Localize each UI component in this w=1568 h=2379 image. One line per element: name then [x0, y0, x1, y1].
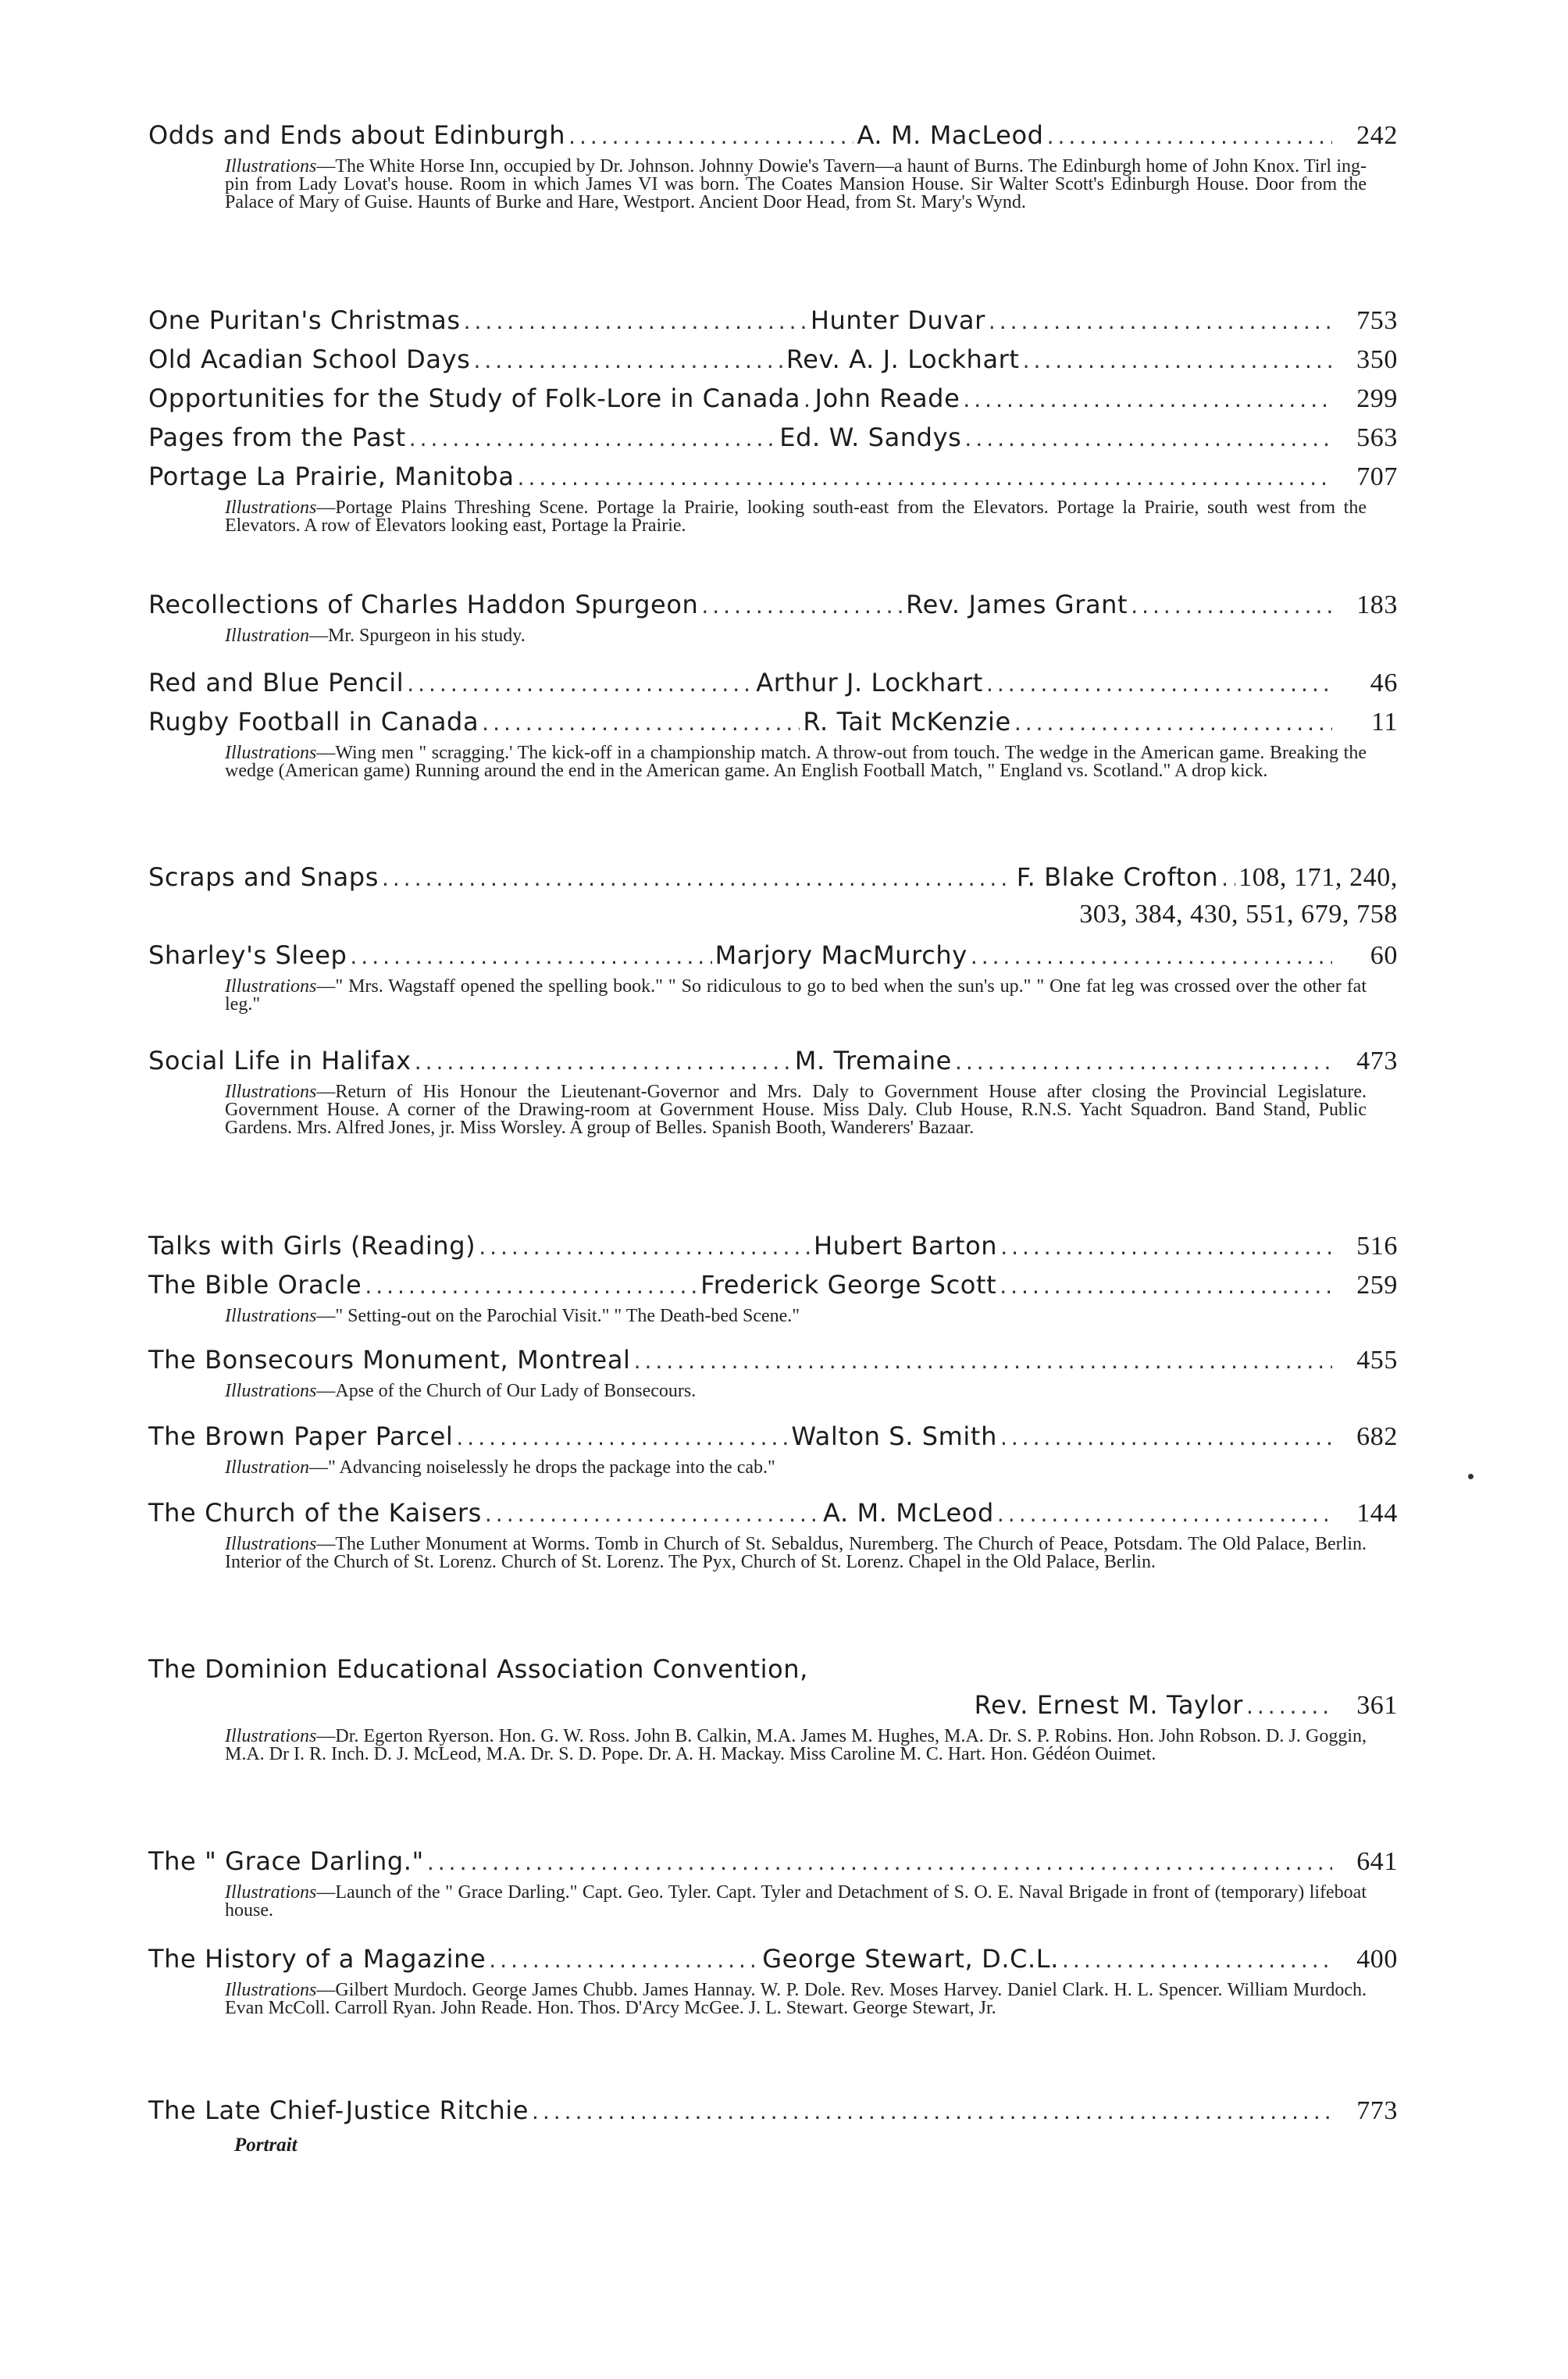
illustrations-text: —Dr. Egerton Ryerson. Hon. G. W. Ross. John B. Calkin, M.A. James M. Hughes, M.A. Dr. S. P. Robins. Hon. John Robson. D. J. Goggin, M.A. Dr I. R. Inch. D. J. McLeod, M.A. Dr. S. D. Pope. Dr. A. H. Mackay. Miss Caroline M. C. Hart. Hon. Gédéon Ouimet. [225, 1726, 1367, 1764]
entry-author: Ed. W. Sandys [779, 423, 962, 452]
dot-leader [409, 421, 777, 457]
dot-leader [407, 666, 753, 702]
entry-line [148, 859, 1398, 897]
entry-page: 183 [1356, 590, 1398, 619]
entry-line [148, 1267, 1398, 1304]
entry-title[interactable]: Opportunities for the Study of Folk-Lore in Canada [148, 383, 801, 413]
illustrations-text: —" Setting-out on the Parochial Visit." " The Death-bed Scene." [316, 1306, 800, 1326]
dot-leader [955, 1044, 1332, 1080]
illustrations-text: —" Advancing noiselessly he drops the package into the cab." [309, 1457, 775, 1478]
entry-author: Hunter Duvar [810, 305, 985, 335]
dot-leader [382, 861, 1014, 897]
entry-page: 350 [1356, 345, 1398, 374]
dot-leader [964, 421, 1332, 457]
entry-page: 46 [1370, 669, 1398, 697]
toc-entry [148, 1418, 1398, 1477]
portrait-note: Portrait [234, 2135, 298, 2156]
entry-title[interactable]: Portage La Prairie, Manitoba [148, 462, 515, 491]
entry-line [148, 1651, 1398, 1687]
illustrations-text: —Mr. Spurgeon in his study. [309, 626, 526, 646]
entry-title[interactable]: The Bible Oracle [148, 1270, 362, 1300]
dot-leader [365, 1268, 697, 1304]
entry-title[interactable]: Scraps and Snaps [148, 862, 379, 892]
illustrations-text: —The White Horse Inn, occupied by Dr. Johnson. Johnny Dowie's Tavern—a haunt of Burns. The Edinburgh home of John Knox. Tirl ing-pin from Lady Lovat's house. Room in which James VI was born. The Coates Mansion House. Sir Walter Scott's Edinburgh House. Door from the Palace of Mary of Guise. Haunts of Burke and Hare, Westport. Ancient Door Head, from St. Mary's Wynd. [225, 156, 1367, 212]
dot-leader [1131, 588, 1332, 624]
dot-leader [479, 1229, 811, 1265]
dot-leader [482, 705, 800, 741]
toc-entry [148, 1941, 1398, 2017]
illustrations-label: Illustrations [225, 1882, 317, 1903]
toc-entry [148, 1342, 1398, 1400]
toc-entry [148, 1843, 1398, 1920]
dot-leader [989, 304, 1332, 340]
dot-leader [1014, 705, 1332, 741]
toc-entry [148, 1495, 1398, 1571]
entry-author: Rev. Ernest M. Taylor [974, 1690, 1243, 1720]
entry-author: A. M. MacLeod [857, 120, 1044, 150]
dot-leader [568, 119, 853, 155]
entry-line [148, 704, 1398, 741]
entry-title[interactable]: The Late Chief-Justice Ritchie [148, 2095, 529, 2125]
dot-leader [1047, 119, 1332, 155]
entry-author: Rev. James Grant [906, 590, 1128, 619]
entry-title[interactable]: Recollections of Charles Haddon Spurgeon [148, 590, 699, 619]
entry-title[interactable]: The " Grace Darling." [148, 1846, 424, 1876]
entry-title[interactable]: Talks with Girls (Reading) [148, 1231, 476, 1261]
entry-line [148, 1495, 1398, 1532]
entry-line [148, 1843, 1398, 1881]
entry-page: 641 [1356, 1847, 1398, 1876]
toc-entry [148, 665, 1398, 702]
entry-line [148, 117, 1398, 155]
entry-title[interactable]: Social Life in Halifax [148, 1046, 412, 1075]
dot-leader [997, 1496, 1332, 1532]
entry-author: A. M. McLeod [823, 1498, 994, 1528]
entry-author: Walton S. Smith [791, 1421, 997, 1451]
entry-illustrations [225, 499, 1367, 535]
dot-leader [701, 588, 903, 624]
illustrations-label: Illustrations [225, 1082, 317, 1102]
illustrations-label: Illustrations [225, 1726, 317, 1746]
entry-illustrations [225, 627, 1367, 645]
entry-illustrations [225, 1728, 1367, 1764]
toc-entry [148, 117, 1398, 212]
entry-author: M. Tremaine [794, 1046, 952, 1075]
entry-line [148, 1941, 1398, 1978]
ink-speck [1468, 1474, 1474, 1479]
entry-page: 400 [1356, 1945, 1398, 1974]
dot-leader [986, 666, 1332, 702]
entry-pages-line2: 303, 384, 430, 551, 679, 758 [1079, 900, 1398, 929]
dot-leader [456, 1420, 788, 1456]
entry-line [148, 341, 1398, 379]
entry-line [148, 2092, 1398, 2130]
dot-leader [1000, 1420, 1332, 1456]
entry-line [148, 587, 1398, 624]
entry-illustrations [225, 1884, 1367, 1920]
toc-entry [148, 1651, 1398, 1764]
illustrations-text: —Portage Plains Threshing Scene. Portage la Prairie, looking south-east from the Elevators. Portage la Prairie, south west from the Elevators. A row of Elevators looking east, Portage la Prairie. [225, 498, 1367, 536]
dot-leader [532, 2094, 1332, 2130]
entry-title[interactable]: The Church of the Kaisers [148, 1498, 482, 1528]
entry-page: 299 [1356, 384, 1398, 413]
dot-leader [473, 343, 782, 379]
toc-entry [148, 341, 1398, 379]
dot-leader [1000, 1229, 1332, 1265]
entry-title[interactable]: The Dominion Educational Association Convention, [148, 1654, 808, 1684]
entry-illustrations [225, 744, 1367, 780]
entry-page: 144 [1356, 1499, 1398, 1528]
entry-title[interactable]: The History of a Magazine [148, 1944, 486, 1974]
entry-illustrations [225, 158, 1367, 212]
toc-entry [148, 1043, 1398, 1137]
dot-leader [464, 304, 807, 340]
entry-author: Hubert Barton [814, 1231, 998, 1261]
entry-line [148, 665, 1398, 702]
entry-author: Marjory MacMurchy [715, 940, 968, 970]
entry-author: Rev. A. J. Lockhart [786, 344, 1020, 374]
entry-title[interactable]: The Bonsecours Monument, Montreal [148, 1345, 631, 1375]
entry-illustrations [225, 1459, 1367, 1477]
entry-page: 361 [1356, 1691, 1398, 1720]
toc-entry [148, 587, 1398, 645]
dot-leader [1246, 1689, 1332, 1725]
entry-illustrations [225, 978, 1367, 1014]
toc-entry [148, 458, 1398, 535]
dot-leader [1023, 343, 1332, 379]
entry-page: 473 [1356, 1047, 1398, 1075]
entry-page: 455 [1356, 1346, 1398, 1375]
dot-leader [971, 939, 1332, 975]
entry-author: John Reade [814, 383, 960, 413]
entry-author: George Stewart, D.C.L. [762, 1944, 1060, 1974]
entry-author: Arthur J. Lockhart [756, 668, 983, 697]
entry-line [148, 1043, 1398, 1080]
toc-entry [148, 859, 1398, 933]
illustrations-label: Illustration [225, 1457, 310, 1478]
entry-title[interactable]: The Brown Paper Parcel [148, 1421, 454, 1451]
entry-illustrations [225, 1981, 1367, 2017]
entry-title[interactable]: Old Acadian School Days [148, 344, 471, 374]
dot-leader [485, 1496, 820, 1532]
dot-leader [804, 382, 812, 418]
dot-leader [518, 460, 1332, 496]
entry-title[interactable]: Pages from the Past [148, 423, 406, 452]
entry-pages: 108, 171, 240, [1238, 863, 1398, 892]
illustrations-text: —Return of His Honour the Lieutenant-Governor and Mrs. Daly to Government House after closing the Provincial Legislature. Government House. A corner of the Drawing-room at Government House. Miss Daly. Club House, R.N.S. Yacht Squadron. Band Stand, Public Gardens. Mrs. Alfred Jones, jr. Miss Worsley. A group of Belles. Spanish Booth, Wanderers' Bazaar. [225, 1082, 1367, 1138]
entry-line-2 [148, 1687, 1398, 1725]
entry-author: Frederick George Scott [700, 1270, 997, 1300]
illustrations-text: —The Luther Monument at Worms. Tomb in Church of St. Sebaldus, Nuremberg. The Church of Peace, Potsdam. The Old Palace, Berlin. Interior of the Church of St. Lorenz. Church of St. Lorenz. The Pyx, Church of St. Lorenz. Chapel in the Old Palace, Berlin. [225, 1534, 1367, 1572]
illustrations-label: Illustrations [225, 1980, 317, 2000]
illustrations-label: Illustrations [225, 976, 317, 997]
illustrations-text: —Apse of the Church of Our Lady of Bonsecours. [316, 1381, 697, 1401]
toc-entry [148, 704, 1398, 780]
dot-leader [427, 1845, 1332, 1881]
illustrations-label: Illustrations [225, 1534, 317, 1554]
entry-page: 773 [1356, 2096, 1398, 2125]
entry-line [148, 937, 1398, 975]
illustrations-text: —" Mrs. Wagstaff opened the spelling book." " So ridiculous to go to bed when the sun's up." " One fat leg was crossed over the other fat leg." [225, 976, 1367, 1015]
illustrations-label: Illustrations [225, 498, 317, 518]
entry-line [148, 419, 1398, 457]
entry-page: 682 [1356, 1422, 1398, 1451]
entry-title[interactable]: Rugby Football in Canada [148, 707, 479, 737]
toc-entry [148, 419, 1398, 457]
dot-leader [634, 1343, 1332, 1379]
illustrations-label: Illustrations [225, 1381, 317, 1401]
entry-line [148, 1342, 1398, 1379]
toc-entry [148, 302, 1398, 340]
dot-leader [489, 1942, 759, 1978]
entry-title[interactable]: Sharley's Sleep [148, 940, 347, 970]
illustrations-text: —Launch of the " Grace Darling." Capt. Geo. Tyler. Capt. Tyler and Detachment of S. O. E. Naval Brigade in front of (temporary) lifeboat house. [225, 1882, 1367, 1921]
entry-title[interactable]: Red and Blue Pencil [148, 668, 404, 697]
entry-author: R. Tait McKenzie [803, 707, 1011, 737]
entry-pages-continued [148, 897, 1398, 933]
dot-leader [1000, 1268, 1332, 1304]
illustrations-label: Illustrations [225, 743, 317, 763]
entry-author: F. Blake Crofton [1016, 862, 1219, 892]
illustrations-label: Illustrations [225, 156, 317, 177]
dot-leader [1221, 861, 1235, 897]
entry-page: 516 [1356, 1232, 1398, 1261]
entry-page: 242 [1356, 121, 1398, 150]
entry-title[interactable]: Odds and Ends about Edinburgh [148, 120, 566, 150]
entry-illustrations [225, 1535, 1367, 1571]
entry-page: 707 [1356, 462, 1398, 491]
toc-entry [148, 1228, 1398, 1265]
entry-page: 753 [1356, 306, 1399, 335]
entry-illustrations [225, 1382, 1367, 1400]
dot-leader [963, 382, 1332, 418]
illustrations-text: —Wing men " scragging.' The kick-off in a championship match. A throw-out from touch. The wedge in the American game. Breaking the wedge (American game) Running around the end in the American game. An English Football Match, " England vs. Scotland." A drop kick. [225, 743, 1367, 781]
entry-page: 259 [1356, 1271, 1398, 1300]
entry-line [148, 380, 1398, 418]
dot-leader [415, 1044, 792, 1080]
dot-leader [350, 939, 711, 975]
dot-leader [1062, 1942, 1332, 1978]
toc-entry [148, 2092, 1398, 2156]
illustrations-label: Illustration [225, 626, 310, 646]
toc-entry [148, 1267, 1398, 1325]
entry-line [148, 1228, 1398, 1265]
entry-page: 11 [1371, 708, 1398, 737]
entry-page: 563 [1356, 423, 1398, 452]
entry-illustrations [225, 1307, 1367, 1325]
entry-line [148, 458, 1398, 496]
entry-line [148, 302, 1398, 340]
entry-title[interactable]: One Puritan's Christmas [148, 305, 461, 335]
toc-entry [148, 380, 1398, 418]
illustrations-text: —Gilbert Murdoch. George James Chubb. James Hannay. W. P. Dole. Rev. Moses Harvey. Daniel Clark. H. L. Spencer. William Murdoch. Evan McColl. Carroll Ryan. John Reade. Hon. Thos. D'Arcy McGee. J. L. Stewart. George Stewart, Jr. [225, 1980, 1367, 2018]
illustrations-label: Illustrations [225, 1306, 317, 1326]
entry-line [148, 1418, 1398, 1456]
entry-page: 60 [1370, 941, 1398, 970]
entry-illustrations [225, 1083, 1367, 1137]
toc-entry [148, 937, 1398, 1014]
